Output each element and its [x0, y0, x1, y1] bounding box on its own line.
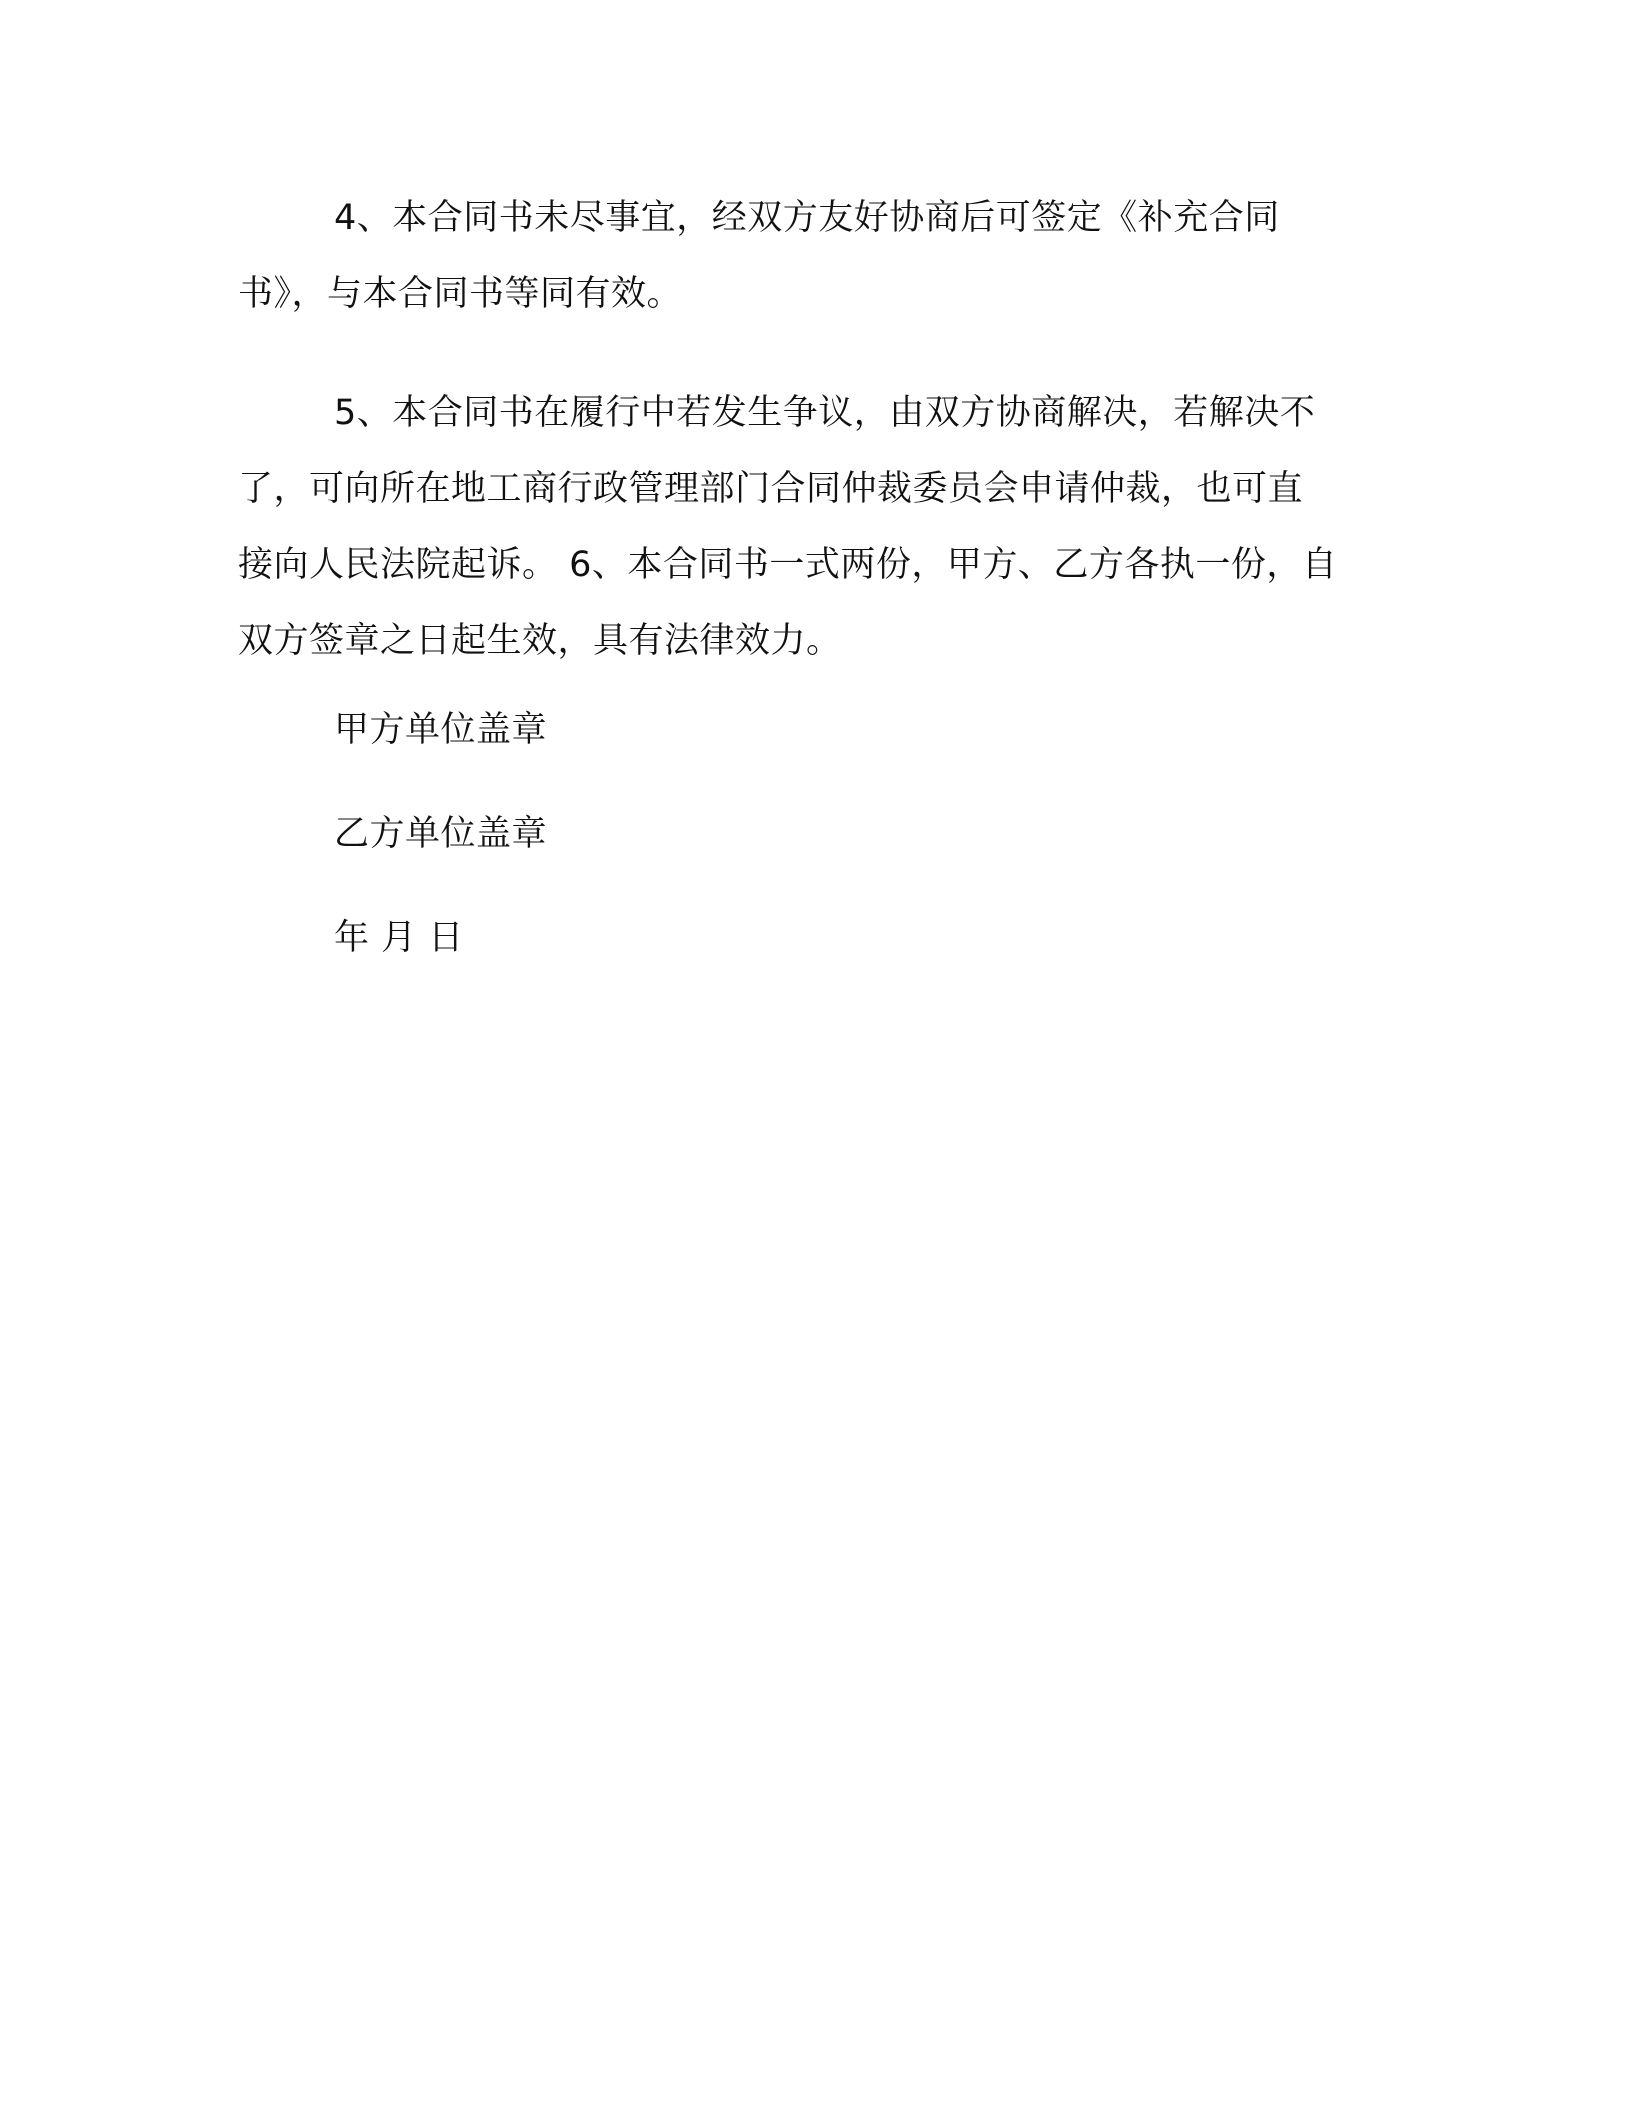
date-label: 年 月 日	[334, 918, 464, 958]
party-b-seal-label: 乙方单位盖章	[334, 814, 548, 854]
clause-4-line-1: 4、本合同书未尽事宜，经双方友好协商后可签定《补充合同	[334, 198, 1280, 238]
clause-5-line-2: 了，可向所在地工商行政管理部门合同仲裁委员会申请仲裁，也可直	[238, 469, 1304, 509]
clause-5-paragraph	[238, 375, 1388, 679]
clause-4-line-2: 书》，与本合同书等同有效。	[238, 274, 683, 314]
clause-4-paragraph	[238, 180, 1388, 332]
party-a-seal-label: 甲方单位盖章	[334, 710, 548, 750]
clause-5-line-4: 双方签章之日起生效，具有法律效力。	[238, 621, 842, 661]
clause-5-line-3: 接向人民法院起诉。 6、本合同书一式两份，甲方、乙方各执一份，自	[238, 545, 1338, 585]
clause-5-line-1: 5、本合同书在履行中若发生争议，由双方协商解决，若解决不	[334, 393, 1316, 433]
